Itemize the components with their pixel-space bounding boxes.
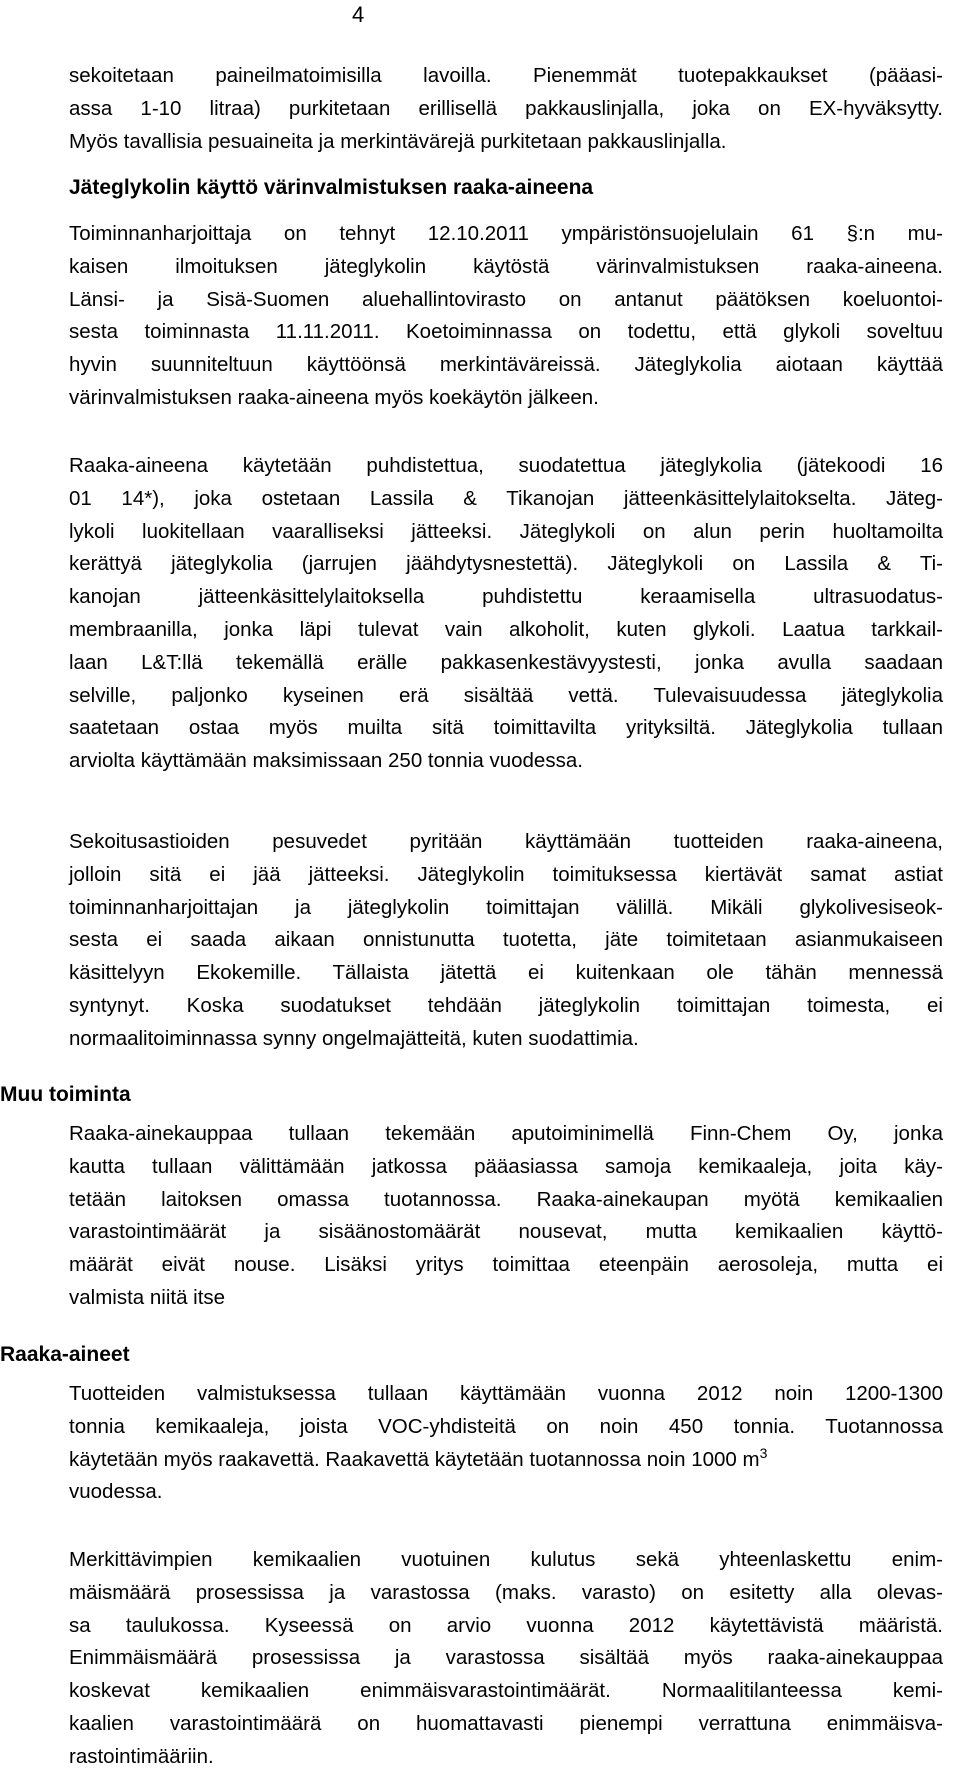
text-line: normaalitoiminnassa synny ongelmajätteitä, kuten suodattimia. (69, 1026, 639, 1050)
section-heading-raaka-aineet: Raaka-aineet (0, 1343, 130, 1366)
text-line (69, 1444, 943, 1477)
text-line: assa 1-10 litraa) purkitetaan erillisellä pakkauslinjalla, joka on EX-hyväksytty. (69, 96, 943, 120)
page-number: 4 (352, 2, 365, 27)
text-line: koskevat kemikaalien enimmäisvarastointimäärät. Normaalitilanteessa kemi- (69, 1679, 943, 1703)
text-line: Raaka-aineena käytetään puhdistettua, suodatettua jäteglykolia (jätekoodi 16 (69, 454, 943, 477)
text-line: käsittelyyn Ekokemille. Tällaista jätettä ei kuitenkaan ole tähän mennessä (69, 961, 943, 985)
text-line: Sekoitusastioiden pesuvedet pyritään käyttämään tuotteiden raaka-aineena, (69, 830, 943, 853)
text-line: vuodessa. (69, 1480, 163, 1504)
text-segment: käytetään myös raakavettä. Raakavettä käytetään tuotannossa noin 1000 m (69, 1447, 760, 1471)
text-line: sa taulukossa. Kyseessä on arvio vuonna 2012 käytettävistä määristä. (69, 1613, 943, 1637)
text-line: Länsi- ja Sisä-Suomen aluehallintovirasto on antanut päätöksen koeluontoi- (69, 287, 943, 311)
section-heading-jateglykoli: Jäteglykolin käyttö värinvalmistuksen raaka-aineena (69, 176, 594, 199)
jateglykoli-paragraph-1 (69, 218, 943, 415)
text-line: varastointimäärät ja sisäänostomäärät nousevat, mutta kemikaalien käyttö- (69, 1220, 943, 1244)
text-line: hyvin suunniteltuun käyttöönsä merkintäväreissä. Jäteglykolia aiotaan käyttää (69, 353, 943, 377)
text-line: tetään laitoksen omassa tuotannossa. Raaka-ainekaupan myötä kemikaalien (69, 1187, 943, 1211)
text-line: kaisen ilmoituksen jäteglykolin käytöstä värinvalmistuksen raaka-aineena. (69, 254, 943, 278)
intro-paragraph (69, 60, 943, 158)
text-line: syntynyt. Koska suodatukset tehdään jäteglykolin toimittajan toimesta, ei (69, 993, 943, 1017)
text-line: sekoitetaan paineilmatoimisilla lavoilla. Pienemmät tuotepakkaukset (pääasi- (69, 64, 943, 87)
text-line: kautta tullaan välittämään jatkossa pääasiassa samoja kemikaaleja, joita käy- (69, 1154, 943, 1178)
text-line: Toiminnanharjoittaja on tehnyt 12.10.2011 ympäristönsuojelulain 61 §:n mu- (69, 222, 943, 245)
text-line: määrät eivät nouse. Lisäksi yritys toimittaa eteenpäin aerosoleja, mutta ei (69, 1253, 943, 1277)
text-line: saatetaan ostaa myös muilta sitä toimittavilta yrityksiltä. Jäteglykolia tullaan (69, 716, 943, 740)
jateglykoli-paragraph-2 (69, 450, 943, 778)
text-line: membraanilla, jonka läpi tulevat vain alkoholit, kuten glykoli. Laatua tarkkail- (69, 617, 943, 641)
text-line: kanojan jätteenkäsittelylaitoksella puhdistettu keraamisella ultrasuodatus- (69, 585, 943, 609)
text-line: toiminnanharjoittajan ja jäteglykolin toimittajan välillä. Mikäli glykolivesiseok- (69, 895, 943, 919)
text-line: laan L&T:llä tekemällä erälle pakkasenkestävyystesti, jonka avulla saadaan (69, 650, 943, 674)
text-line: Myös tavallisia pesuaineita ja merkintävärejä purkitetaan pakkauslinjalla. (69, 129, 727, 153)
text-line: tonnia kemikaaleja, joista VOC-yhdisteitä on noin 450 tonnia. Tuotannossa (69, 1414, 943, 1438)
text-line: valmista niitä itse (69, 1285, 226, 1309)
text-line: 01 14*), joka ostetaan Lassila & Tikanojan jätteenkäsittelylaitokselta. Jäteg- (69, 486, 943, 510)
text-line: värinvalmistuksen raaka-aineena myös koekäytön jälkeen. (69, 385, 599, 409)
text-line: kerättyä jäteglykolia (jarrujen jäähdytysnestettä). Jäteglykoli on Lassila & Ti- (69, 552, 943, 576)
text-line: jolloin sitä ei jää jätteeksi. Jäteglykolin toimituksessa kiertävät samat astiat (69, 862, 943, 886)
text-line: selville, paljonko kyseinen erä sisältää vettä. Tulevaisuudessa jäteglykolia (69, 683, 943, 707)
text-line: rastointimääriin. (69, 1744, 214, 1768)
text-line: kaalien varastointimäärä on huomattavasti pienempi verrattuna enimmäisva- (69, 1711, 943, 1735)
raaka-aineet-paragraph-2 (69, 1544, 943, 1774)
text-line: mäismäärä prosessissa ja varastossa (maks. varasto) on esitetty alla olevas- (69, 1580, 943, 1604)
jateglykoli-paragraph-3 (69, 826, 943, 1056)
text-line: arviolta käyttämään maksimissaan 250 tonnia vuodessa. (69, 749, 583, 773)
muu-toiminta-paragraph (69, 1118, 943, 1315)
text-line: sesta ei saada aikaan onnistunutta tuotetta, jäte toimitetaan asianmukaiseen (69, 928, 943, 952)
text-line: Tuotteiden valmistuksessa tullaan käyttämään vuonna 2012 noin 1200-1300 (69, 1382, 943, 1405)
raaka-aineet-paragraph-1 (69, 1378, 943, 1509)
text-line: Raaka-ainekauppaa tullaan tekemään aputoiminimellä Finn-Chem Oy, jonka (69, 1122, 943, 1145)
text-line: sesta toiminnasta 11.11.2011. Koetoiminnassa on todettu, että glykoli soveltuu (69, 320, 943, 344)
text-line: Merkittävimpien kemikaalien vuotuinen kulutus sekä yhteenlaskettu enim- (69, 1548, 943, 1571)
text-line: lykoli luokitellaan vaaralliseksi jätteeksi. Jäteglykoli on alun perin huoltamoilta (69, 519, 943, 543)
text-line: Enimmäismäärä prosessissa ja varastossa sisältää myös raaka-ainekauppaa (69, 1646, 943, 1670)
superscript-unit: 3 (759, 1444, 768, 1461)
section-heading-muu-toiminta: Muu toiminta (0, 1083, 131, 1106)
